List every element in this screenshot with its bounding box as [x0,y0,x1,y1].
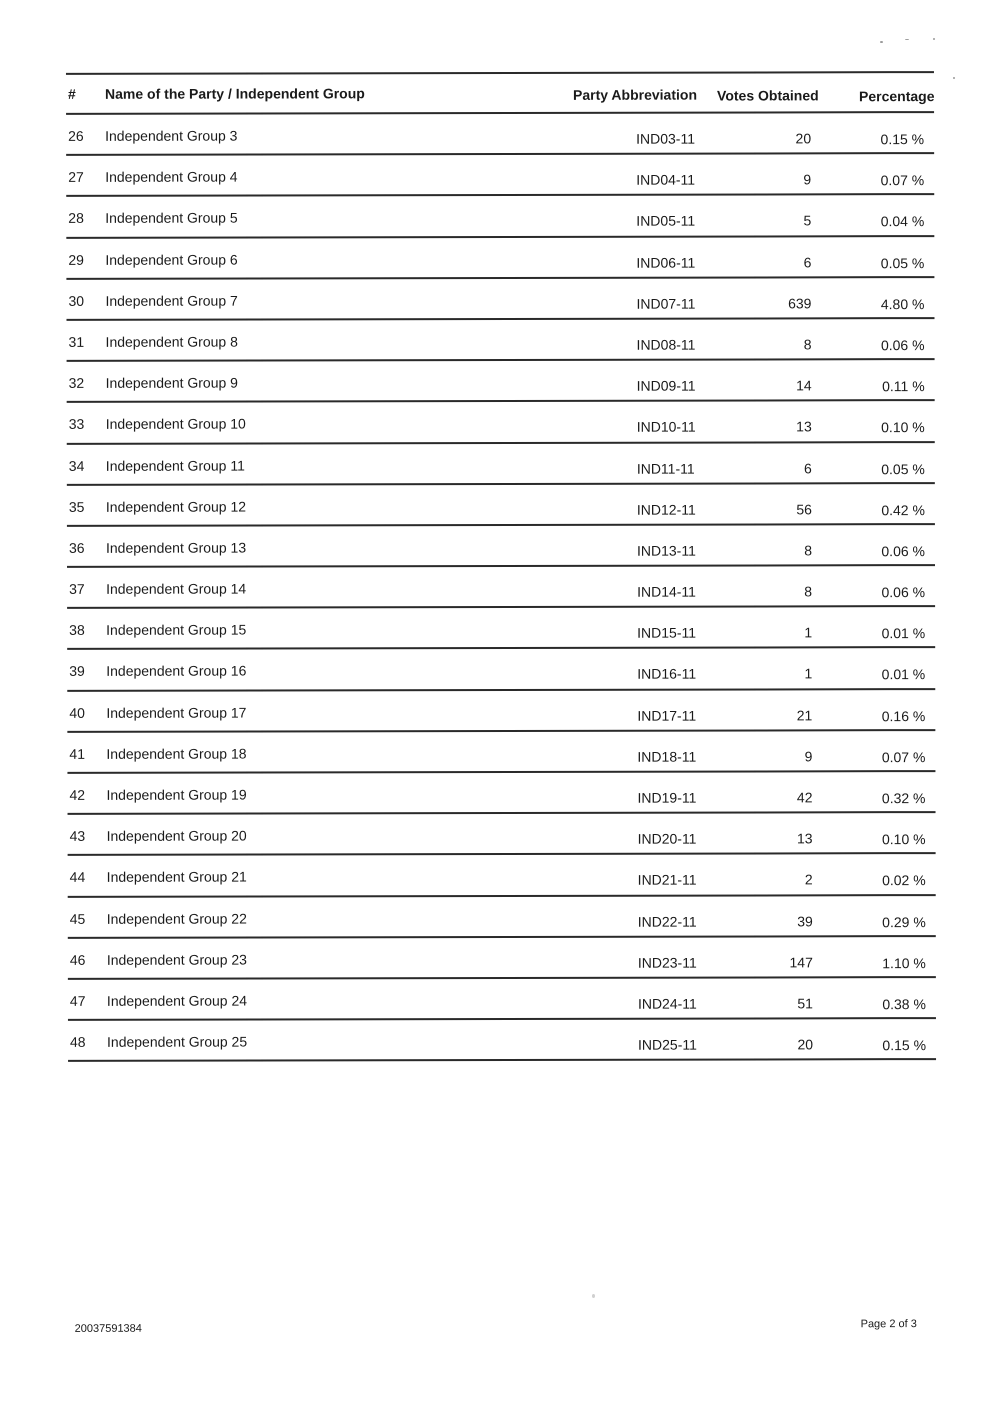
row-party-abbreviation: IND09-11 [636,377,696,394]
row-percentage: 0.29 % [882,913,926,930]
row-number: 38 [69,622,85,639]
row-number: 35 [68,498,85,515]
row-percentage: 0.07 % [880,172,925,189]
table-row [67,443,935,486]
table-row [67,525,935,568]
results-table [66,71,936,1062]
row-party-name: Independent Group 25 [106,1033,248,1050]
row-number: 34 [68,457,85,474]
row-percentage: 0.01 % [881,625,926,642]
row-percentage: 0.32 % [881,790,926,807]
row-percentage: 4.80 % [880,295,925,312]
row-votes-obtained: 5 [803,212,812,229]
row-number: 26 [68,127,84,144]
row-number: 42 [69,786,86,803]
table-row [66,278,934,321]
row-number: 44 [69,869,86,886]
row-votes-obtained: 21 [796,706,813,724]
row-votes-obtained: 9 [803,171,812,188]
row-party-name: Independent Group 11 [105,457,245,474]
row-votes-obtained: 20 [795,130,812,147]
row-party-name: Independent Group 10 [105,415,246,433]
table-row [66,237,934,280]
row-party-name: Independent Group 7 [105,292,238,309]
row-party-abbreviation: IND21-11 [637,871,697,889]
row-party-abbreviation: IND25-11 [637,1036,697,1053]
row-party-abbreviation: IND24-11 [637,995,697,1012]
row-votes-obtained: 1 [804,624,813,641]
row-party-name: Independent Group 24 [106,992,248,1009]
row-number: 40 [69,704,85,721]
row-votes-obtained: 39 [797,912,813,929]
row-party-name: Independent Group 23 [106,951,247,968]
row-party-name: Independent Group 13 [105,539,247,556]
document-id: 20037591384 [74,1322,142,1335]
row-party-name: Independent Group 4 [105,168,238,186]
row-party-abbreviation: IND17-11 [637,707,697,724]
row-number: 41 [69,745,85,762]
row-percentage: 0.15 % [882,1037,927,1054]
row-party-name: Independent Group 18 [106,745,247,762]
row-party-name: Independent Group 9 [105,374,238,391]
row-votes-obtained: 20 [797,1036,814,1053]
row-party-abbreviation: IND13-11 [636,542,696,559]
table-row [67,772,935,815]
row-party-abbreviation: IND14-11 [637,583,696,600]
row-votes-obtained: 8 [804,542,812,559]
row-party-name: Independent Group 16 [106,662,247,680]
row-percentage: 0.05 % [880,254,925,271]
row-party-name: Independent Group 15 [106,621,247,639]
row-party-name: Independent Group 6 [105,251,238,268]
page-number: Page 2 of 3 [860,1318,917,1331]
row-party-abbreviation: IND06-11 [636,254,696,271]
row-percentage: 0.05 % [881,460,925,477]
row-percentage: 0.01 % [881,666,926,683]
row-party-name: Independent Group 14 [106,580,247,597]
row-votes-obtained: 8 [803,336,812,353]
table-body [66,113,936,1062]
table-row [67,360,935,403]
table-row [68,896,936,939]
row-votes-obtained: 13 [796,830,813,847]
row-party-abbreviation: IND04-11 [636,171,696,188]
row-number: 48 [69,1033,86,1051]
row-percentage: 0.02 % [882,872,926,889]
table-row [67,607,935,650]
row-number: 29 [68,251,84,268]
table-row [67,731,935,774]
row-party-abbreviation: IND19-11 [637,789,697,806]
row-party-name: Independent Group 17 [106,704,247,721]
row-votes-obtained: 2 [804,871,813,888]
row-percentage: 0.10 % [881,831,926,848]
row-percentage: 0.42 % [881,501,925,518]
row-number: 37 [69,580,85,597]
row-number: 46 [69,951,86,968]
row-number: 36 [68,539,85,556]
row-party-name: Independent Group 12 [105,498,247,515]
row-party-abbreviation: IND08-11 [636,336,696,353]
row-party-abbreviation: IND07-11 [636,295,696,312]
header-party-abbreviation: Party Abbreviation [573,86,698,103]
row-votes-obtained: 1 [804,665,813,682]
row-number: 27 [68,169,84,186]
row-party-name: Independent Group 22 [106,910,247,927]
row-percentage: 0.16 % [881,707,926,724]
row-percentage: 0.04 % [880,213,925,230]
row-party-name: Independent Group 3 [105,127,238,144]
row-party-abbreviation: IND18-11 [637,748,697,765]
row-number: 39 [69,663,85,680]
row-number: 32 [68,374,85,392]
row-number: 43 [69,828,86,845]
row-party-abbreviation: IND11-11 [636,460,695,477]
row-votes-obtained: 147 [789,954,813,971]
row-number: 30 [68,292,85,309]
row-number: 31 [68,333,85,350]
row-votes-obtained: 56 [796,501,812,518]
scan-speck [880,41,883,43]
row-party-abbreviation: IND12-11 [636,501,696,518]
row-percentage: 0.15 % [880,131,925,148]
table-row [68,937,936,980]
table-row [67,690,935,733]
row-votes-obtained: 8 [804,583,813,600]
table-row [66,113,934,156]
row-party-abbreviation: IND05-11 [636,212,696,230]
table-row [67,649,935,692]
row-percentage: 0.38 % [882,996,926,1013]
scan-speck [905,39,909,40]
row-votes-obtained: 42 [796,789,813,806]
row-votes-obtained: 6 [803,459,812,476]
table-row [68,1019,936,1062]
row-votes-obtained: 51 [797,995,813,1012]
row-percentage: 0.06 % [881,542,925,560]
row-party-abbreviation: IND20-11 [637,830,697,847]
table-row [66,154,934,197]
row-number: 45 [69,910,86,927]
row-percentage: 0.10 % [881,419,925,436]
row-percentage: 1.10 % [882,954,926,971]
scan-speck [592,1294,595,1298]
row-number: 33 [68,416,85,433]
row-number: 28 [68,210,84,227]
table-row [67,484,935,527]
table-row [68,813,936,856]
row-number: 47 [69,992,86,1009]
row-percentage: 0.07 % [881,748,926,766]
row-votes-obtained: 9 [804,748,813,765]
header-party-name: Name of the Party / Independent Group [105,85,365,102]
row-party-name: Independent Group 19 [106,786,247,803]
table-row [66,195,934,238]
header-votes-obtained: Votes Obtained [717,87,819,104]
row-party-name: Independent Group 20 [106,827,247,845]
row-party-abbreviation: IND15-11 [637,624,697,641]
table-header [66,71,934,115]
scan-speck [953,77,955,79]
row-party-name: Independent Group 21 [106,868,247,886]
row-party-name: Independent Group 8 [105,333,238,350]
scan-speck [933,38,935,40]
row-percentage: 0.11 % [882,378,925,395]
table-row [68,854,936,897]
row-votes-obtained: 13 [796,418,812,435]
header-number: # [68,85,76,102]
row-party-abbreviation: IND22-11 [637,913,697,930]
row-votes-obtained: 6 [803,253,812,270]
row-percentage: 0.06 % [880,337,925,354]
table-row [66,319,934,362]
row-party-abbreviation: IND23-11 [637,954,697,971]
header-percentage: Percentage [859,88,935,105]
row-percentage: 0.06 % [881,584,926,601]
row-party-name: Independent Group 5 [105,209,238,227]
row-votes-obtained: 14 [796,377,812,394]
table-row [68,978,936,1021]
row-party-abbreviation: IND10-11 [636,418,696,436]
table-row [67,401,935,444]
row-party-abbreviation: IND16-11 [637,666,697,683]
table-row [67,566,935,609]
row-party-abbreviation: IND03-11 [636,130,696,147]
row-votes-obtained: 639 [788,295,812,312]
